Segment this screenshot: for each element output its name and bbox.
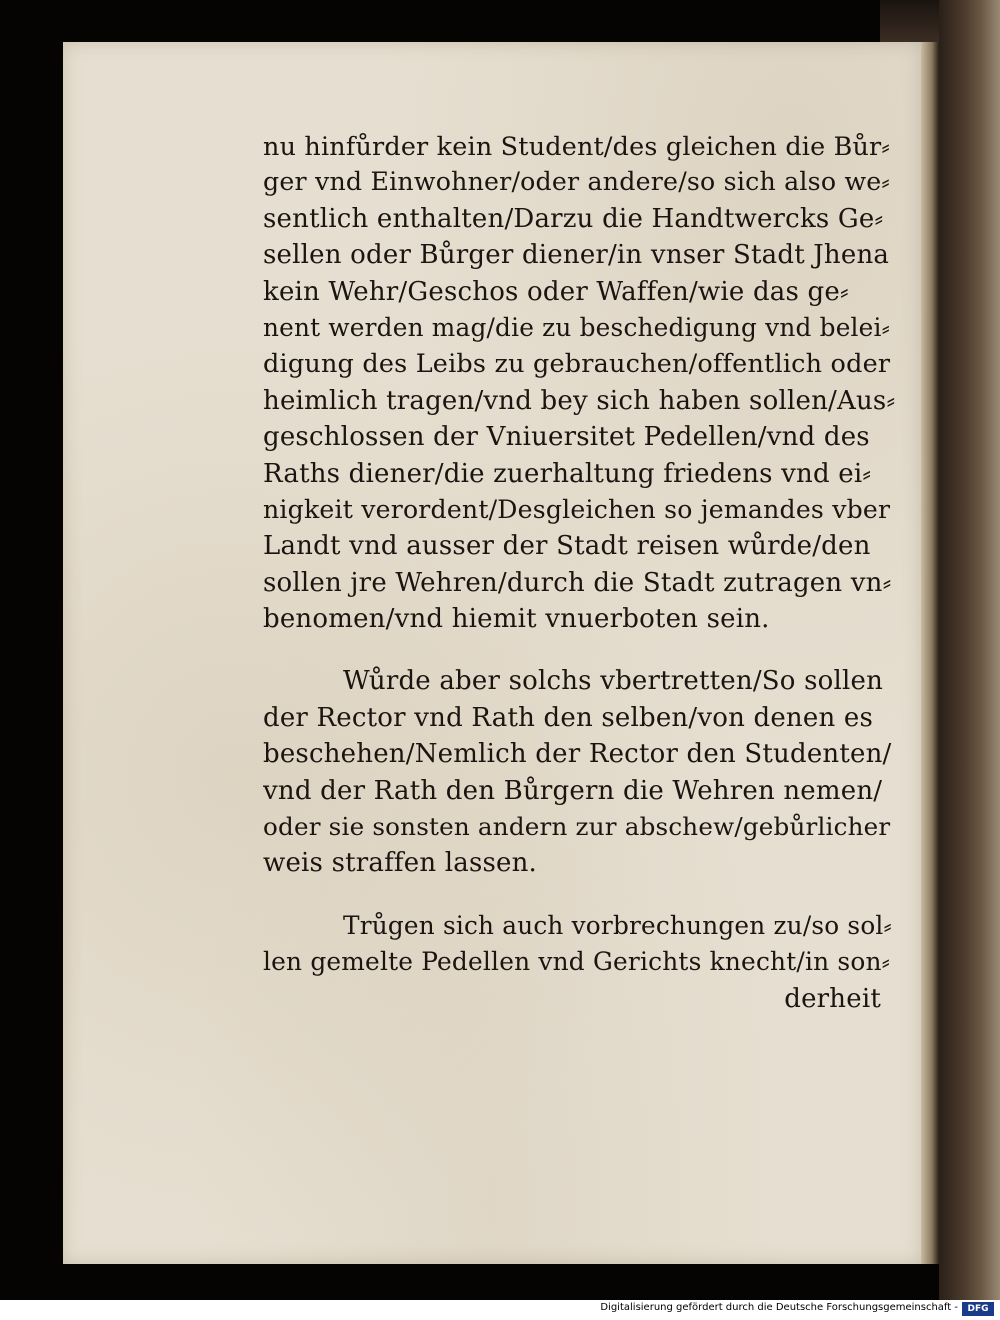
text-line: der Rector vnd Rath den selben/von denen es	[263, 702, 873, 733]
text-line: benomen/vnd hiemit vnuerboten sein.	[263, 604, 770, 635]
page-text	[263, 128, 903, 1017]
text-line: Trůgen sich auch vorbrechungen zu/so sol⸗	[343, 910, 892, 940]
paragraph-gap	[263, 637, 903, 663]
text-line: len gemelte Pedellen vnd Gerichts knecht/in son⸗	[263, 947, 891, 977]
paragraph-1	[263, 128, 903, 637]
text-line: nent werden mag/die zu beschedigung vnd belei⸗	[263, 312, 891, 342]
text-line: beschehen/Nemlich der Rector den Studenten/	[263, 739, 892, 770]
paragraph-2	[263, 663, 903, 881]
text-line: digung des Leibs zu gebrauchen/offentlich oder	[263, 349, 891, 380]
text-line: sollen jre Wehren/durch die Stadt zutragen vn⸗	[263, 567, 892, 598]
text-line: heimlich tragen/vnd bey sich haben sollen/Aus⸗	[263, 385, 896, 416]
text-line: Landt vnd ausser der Stadt reisen wůrde/den	[263, 531, 871, 562]
page-edge	[921, 42, 939, 1264]
funding-credit: Digitalisierung gefördert durch die Deutsche Forschungsgemeinschaft -	[600, 1302, 958, 1313]
text-line: geschlossen der Vniuersitet Pedellen/vnd des	[263, 422, 870, 453]
text-line: sentlich enthalten/Darzu die Handtwercks Ge⸗	[263, 203, 884, 234]
dfg-logo: DFG	[962, 1302, 994, 1316]
text-line: ger vnd Einwohner/oder andere/so sich also we⸗	[263, 167, 891, 197]
text-line: nu hinfůrder kein Student/des gleichen die Bůr⸗	[263, 131, 891, 161]
binding-spine	[939, 0, 1000, 1300]
paragraph-gap	[263, 882, 903, 908]
text-line: weis straffen lassen.	[263, 848, 538, 879]
paragraph-3	[263, 908, 903, 1017]
text-line: vnd der Rath den Bůrgern die Wehren nemen/	[263, 775, 883, 806]
text-line: kein Wehr/Geschos oder Waffen/wie das ge⸗	[263, 276, 849, 307]
text-line: oder sie sonsten andern zur abschew/gebůrlicher	[263, 812, 891, 842]
catchword: derheit	[784, 983, 881, 1014]
text-line: Wůrde aber solchs vbertretten/So sollen	[343, 666, 884, 697]
text-line: sellen oder Bůrger diener/in vnser Stadt Jhena	[263, 240, 890, 271]
text-line: nigkeit verordent/Desgleichen so jemandes vber	[263, 494, 891, 524]
text-line: Raths diener/die zuerhaltung friedens vnd ei⸗	[263, 458, 872, 489]
